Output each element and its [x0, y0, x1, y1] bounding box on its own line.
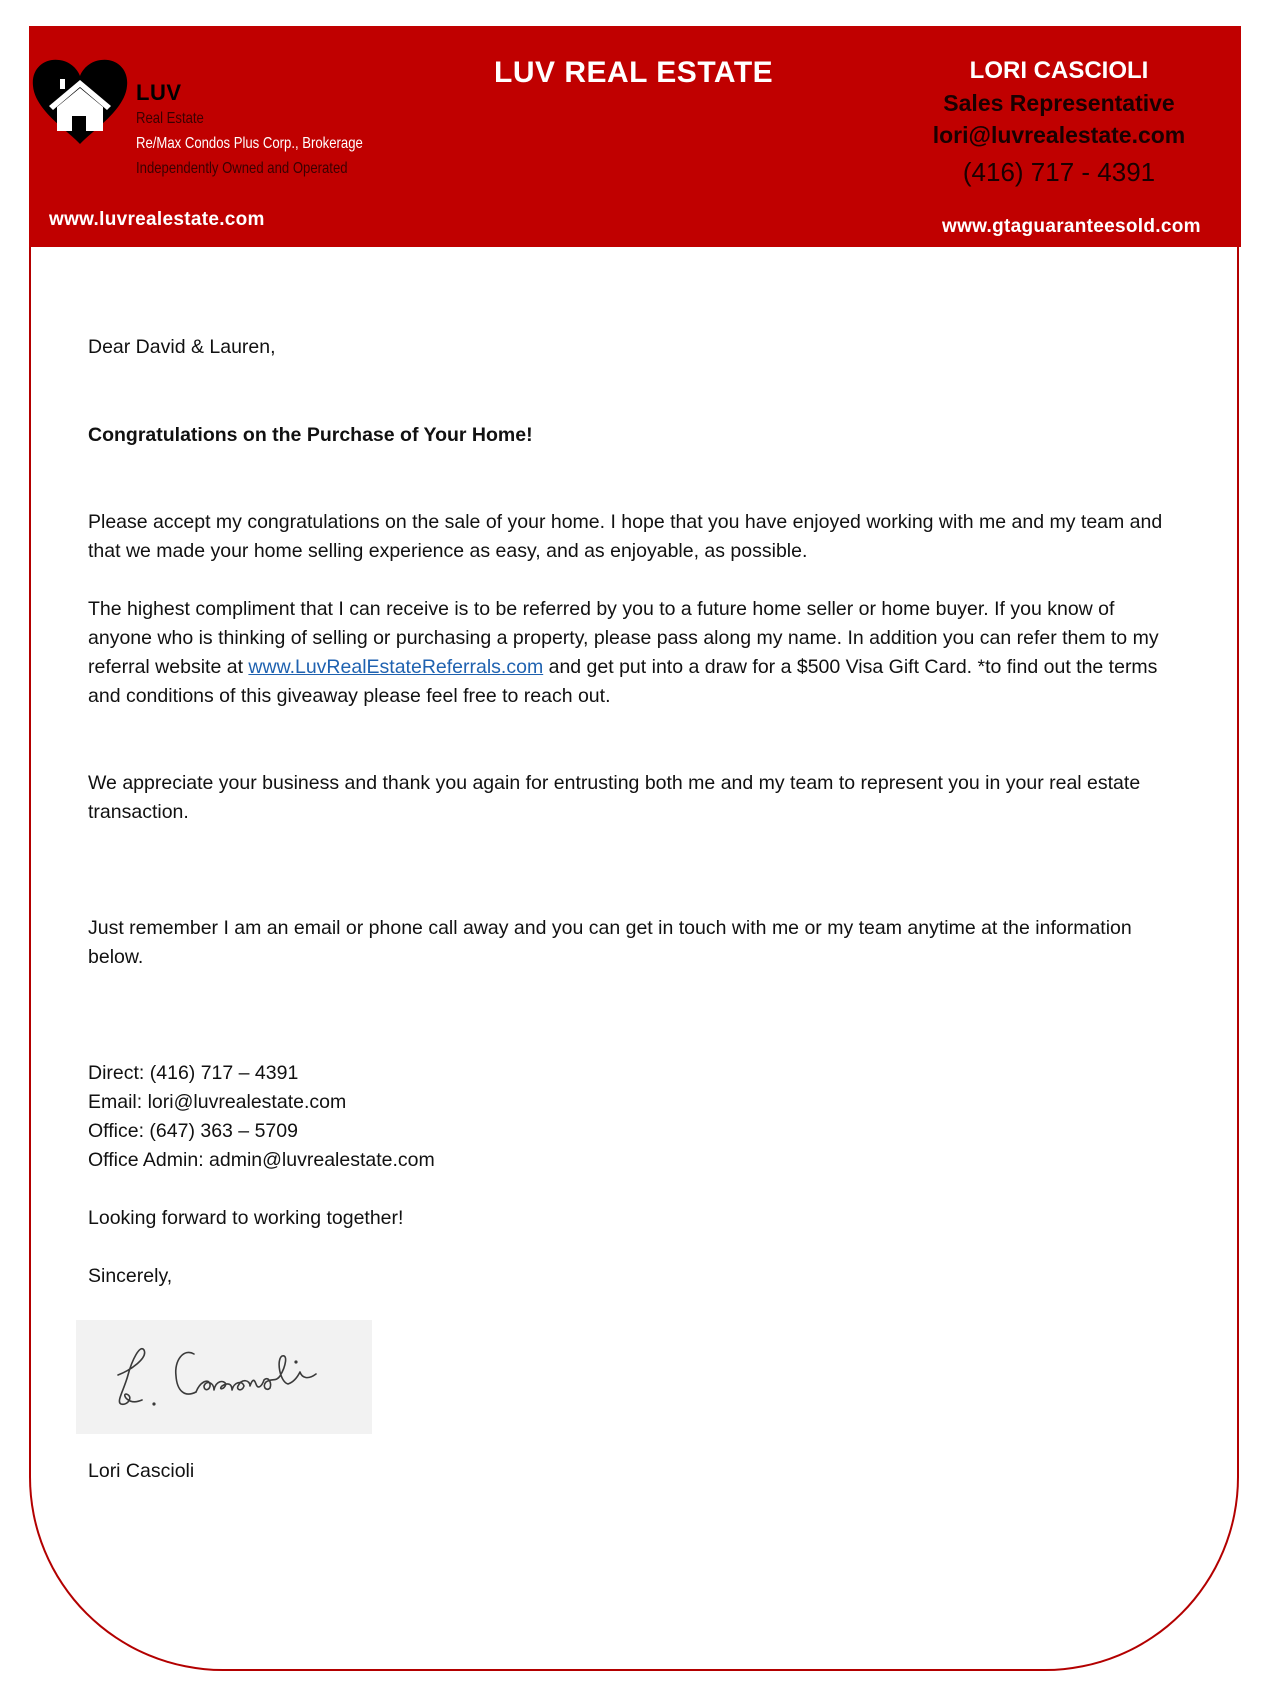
agent-phone: (416) 717 - 4391: [962, 157, 1156, 187]
paragraph-4: [88, 914, 1178, 972]
brand-title: LUV REAL ESTATE: [494, 56, 774, 89]
paragraph-2-lead: The highest compliment that I can receive is to be referred by you to a future home seller or home buyer. If you know of anyone who is thinking of selling or purchasing a property, please pass along my name. In addition you can refer them to my referral website at: [88, 598, 1159, 678]
agent-email[interactable]: lori@luvrealestate.com: [932, 122, 1186, 148]
contact-office: Office: (647) 363 – 5709: [88, 1120, 298, 1142]
paragraph-1-text: Please accept my congratulations on the sale of your home. I hope that you have enjoyed working with me and my team and that we made your home selling experience as easy, and as enjoyable, as possible.: [88, 511, 1163, 562]
agent-name: LORI CASCIOLI: [969, 57, 1149, 84]
paragraph-1: [88, 508, 1178, 566]
paragraph-2-text: [88, 595, 1178, 711]
salutation-text: Dear David & Lauren,: [88, 336, 276, 358]
closing-line: [88, 1204, 1178, 1233]
logo-tagline: Real Estate: [136, 110, 204, 127]
contact-email[interactable]: Email: lori@luvrealestate.com: [88, 1091, 347, 1113]
heart-house-icon: [31, 58, 129, 144]
salutation: [88, 333, 1178, 362]
signature-image: [76, 1320, 372, 1434]
closing-line-text: Looking forward to working together!: [88, 1207, 404, 1229]
headline: [88, 421, 1178, 450]
contact-list: [88, 1059, 1178, 1175]
website-link-right[interactable]: www.gtaguaranteesold.com: [942, 216, 1201, 237]
signer-name: [88, 1457, 1178, 1486]
paragraph-2: [88, 595, 1178, 711]
logo-name: LUV: [136, 80, 182, 105]
paragraph-3-text: We appreciate your business and thank you again for entrusting both me and my team to represent you in your real estate transaction.: [88, 772, 1141, 823]
brokerage-name: Re/Max Condos Plus Corp., Brokerage: [136, 135, 363, 152]
referral-website-link[interactable]: www.LuvRealEstateReferrals.com: [248, 656, 544, 678]
paragraph-4-text: Just remember I am an email or phone call away and you can get in touch with me or my team anytime at the information below.: [88, 917, 1132, 968]
signer-name-text: Lori Cascioli: [88, 1460, 195, 1482]
agent-contact-block: [904, 54, 1214, 192]
headline-text: Congratulations on the Purchase of Your Home!: [88, 424, 533, 446]
contact-office-admin[interactable]: Office Admin: admin@luvrealestate.com: [88, 1149, 435, 1171]
agent-role: Sales Representative: [943, 90, 1175, 116]
website-link-left[interactable]: www.luvrealestate.com: [49, 209, 265, 230]
contact-direct: Direct: (416) 717 – 4391: [88, 1062, 299, 1084]
handwritten-signature-icon: [76, 1320, 372, 1434]
sign-off: [88, 1262, 1178, 1291]
paragraph-2-tail: and get put into a draw for a $500 Visa Gift Card. *to find out the terms and conditions of this giveaway please feel free to reach out.: [88, 656, 1158, 707]
paragraph-3: [88, 769, 1178, 827]
ownership-note: Independently Owned and Operated: [136, 160, 348, 177]
letterhead-banner: [29, 26, 1241, 247]
sign-off-text: Sincerely,: [88, 1265, 173, 1287]
